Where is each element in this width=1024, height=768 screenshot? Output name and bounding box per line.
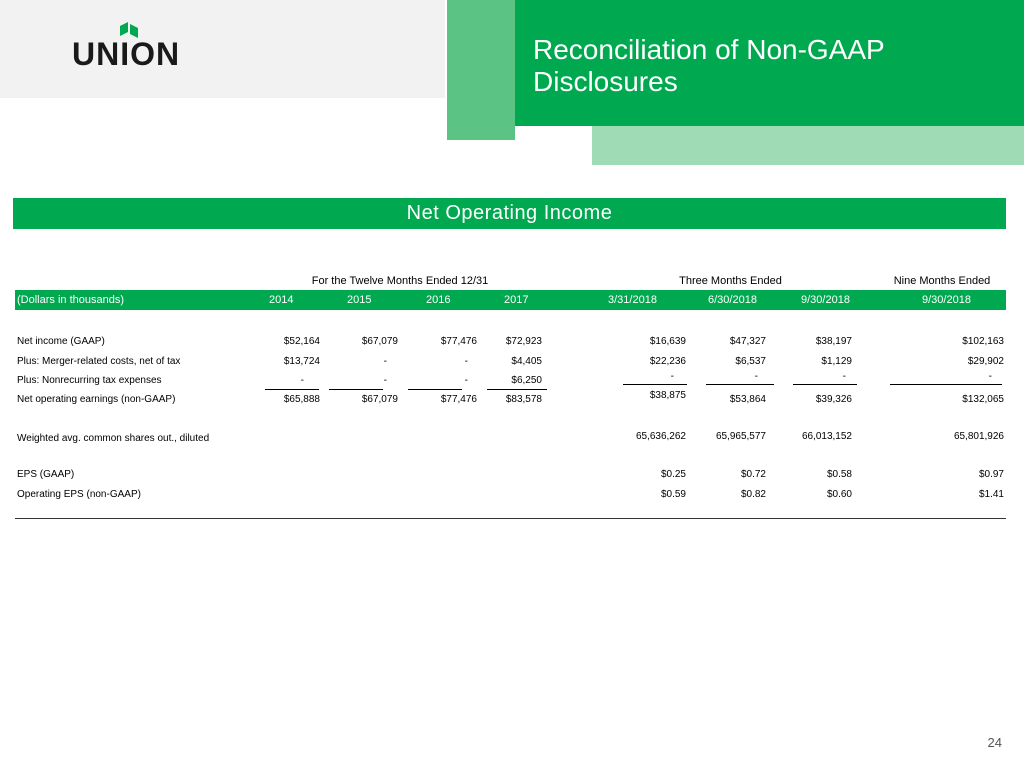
table-row	[15, 371, 1006, 394]
cell: -	[464, 356, 468, 367]
column-header-2017: 2017	[504, 294, 529, 306]
cell: -	[988, 371, 992, 382]
cell: 65,801,926	[953, 431, 1004, 442]
cell: $13,724	[283, 356, 320, 367]
cell: -	[464, 375, 468, 386]
logo-band	[0, 0, 445, 98]
table-row	[15, 430, 1006, 450]
cell: $77,476	[440, 336, 477, 347]
cell: $67,079	[361, 336, 398, 347]
column-header-q2: 6/30/2018	[708, 294, 757, 306]
cell: 65,965,577	[715, 431, 766, 442]
subtotal-underline	[408, 389, 462, 390]
row-label: Weighted avg. common shares out., diluted	[17, 433, 210, 444]
cell: $22,236	[649, 356, 686, 367]
cell: $0.58	[826, 469, 852, 480]
row-label: EPS (GAAP)	[17, 469, 75, 480]
cell: $0.60	[826, 489, 852, 500]
reconciliation-table	[15, 273, 1006, 519]
column-header-q3: 9/30/2018	[801, 294, 850, 306]
cell: $0.59	[660, 489, 686, 500]
cell: $0.82	[740, 489, 766, 500]
cell: $0.25	[660, 469, 686, 480]
subtotal-underline	[706, 384, 774, 385]
cell: $6,537	[735, 356, 766, 367]
subtotal-underline	[487, 389, 547, 390]
cell: $132,065	[962, 394, 1004, 405]
column-header-2016: 2016	[426, 294, 451, 306]
row-label: Operating EPS (non-GAAP)	[17, 489, 141, 500]
page-title: Reconciliation of Non-GAAP Disclosures	[533, 34, 885, 97]
cell: $52,164	[283, 336, 320, 347]
cell: $1.41	[978, 489, 1004, 500]
table-row	[15, 468, 1006, 488]
cell: $72,923	[505, 336, 542, 347]
row-label: Plus: Merger-related costs, net of tax	[17, 356, 181, 367]
cell: $0.97	[978, 469, 1004, 480]
cell: $6,250	[511, 375, 542, 386]
table-row	[15, 335, 1006, 355]
cell: $0.72	[740, 469, 766, 480]
cell: $77,476	[440, 394, 477, 405]
group-header-twelve: For the Twelve Months Ended 12/31	[311, 275, 489, 287]
column-header-q1: 3/31/2018	[608, 294, 657, 306]
cell: -	[383, 356, 387, 367]
cell: $65,888	[283, 394, 320, 405]
header-stripe-mid	[447, 0, 515, 140]
page-number: 24	[987, 735, 1002, 750]
row-label: Net operating earnings (non-GAAP)	[17, 394, 176, 405]
cell: $83,578	[505, 394, 542, 405]
table-row	[15, 488, 1006, 508]
column-header-2014: 2014	[269, 294, 294, 306]
table-row	[15, 390, 1006, 413]
subtotal-underline	[890, 384, 1002, 385]
cell: 66,013,152	[801, 431, 852, 442]
cell: $38,197	[815, 336, 852, 347]
cell: $29,902	[967, 356, 1004, 367]
subtotal-underline	[265, 389, 319, 390]
row-label: Net income (GAAP)	[17, 336, 105, 347]
column-header-row	[15, 290, 1006, 310]
subtotal-underline	[793, 384, 857, 385]
cell: $47,327	[729, 336, 766, 347]
cell: $53,864	[729, 394, 766, 405]
cell: $102,163	[962, 336, 1004, 347]
table-row	[15, 355, 1006, 375]
cell: -	[842, 371, 846, 382]
cell: $16,639	[649, 336, 686, 347]
subtotal-underline	[329, 389, 383, 390]
column-header-2015: 2015	[347, 294, 372, 306]
cell: 65,636,262	[635, 431, 686, 442]
column-header-nine: 9/30/2018	[922, 294, 971, 306]
cell: $39,326	[815, 394, 852, 405]
cell: $38,875	[649, 390, 686, 401]
cell: $4,405	[511, 356, 542, 367]
cell: -	[300, 375, 304, 386]
cell: -	[754, 371, 758, 382]
logo-text: UNION	[72, 36, 181, 72]
cell: -	[383, 375, 387, 386]
section-title: Net Operating Income	[13, 198, 1006, 229]
cell: $1,129	[821, 356, 852, 367]
column-header-label: (Dollars in thousands)	[17, 294, 124, 306]
subtotal-underline	[623, 384, 687, 385]
cell: -	[670, 371, 674, 382]
row-label: Plus: Nonrecurring tax expenses	[17, 375, 162, 386]
group-header-nine: Nine Months Ended	[893, 275, 991, 287]
group-header-three: Three Months Ended	[679, 275, 782, 287]
cell: $67,079	[361, 394, 398, 405]
